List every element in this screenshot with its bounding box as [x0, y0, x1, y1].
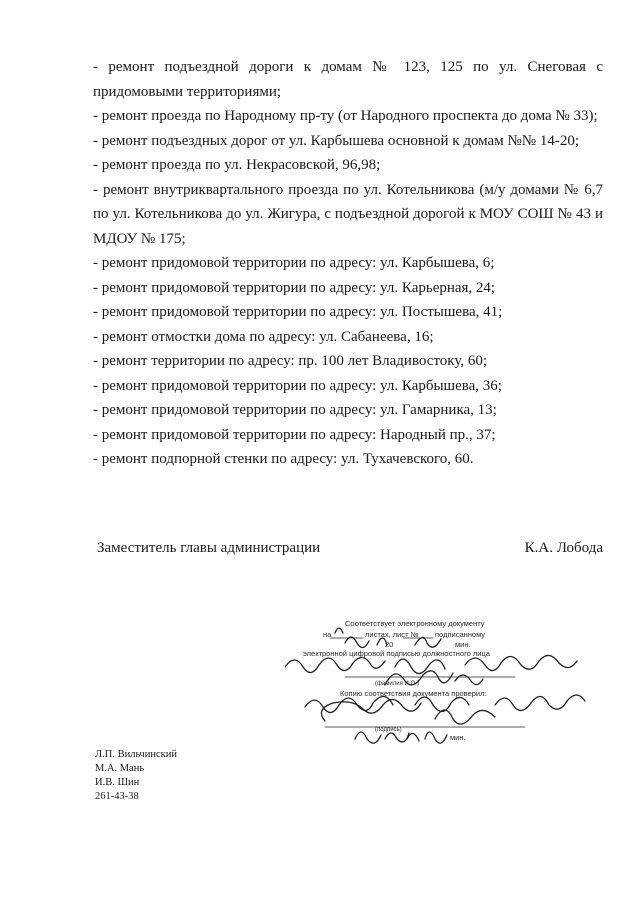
list-item: - ремонт внутриквартального проезда по ул. Котельникова (м/у домами № 6,7 по ул. Котельникова до ул. Жигура, с подъездной дорогой к МОУ СОШ № 43 и МДОУ № 175; [93, 181, 603, 247]
list-item: - ремонт придомовой территории по адресу: ул. Карбышева, 36; [93, 377, 502, 394]
list-item: - ремонт территории по адресу: пр. 100 лет Владивостоку, 60; [93, 353, 488, 369]
list-item: - ремонт придомовой территории по адресу: ул. Гамарника, 13; [93, 402, 497, 418]
stamp-line-2-suffix: подписанному [435, 630, 486, 639]
list-item: - ремонт отмостки дома по адресу: ул. Сабанеева, 16; [93, 328, 434, 345]
list-item: - ремонт подпорной стенки по адресу: ул. Тухачевского, 60. [93, 451, 474, 467]
document-body [93, 55, 603, 472]
signatory-position: Заместитель главы администрации [97, 540, 321, 556]
executors-block [95, 748, 177, 804]
stamp-line-4: электронной цифровой подписью должностного лица [303, 649, 490, 658]
list-item: - ремонт придомовой территории по адресу: Народный пр., 37; [93, 426, 496, 443]
executor-name: М.А. Мань [95, 763, 145, 774]
list-item: - ремонт подъездных дорог от ул. Карбышева основной к домам №№ 14-20; [93, 132, 579, 149]
executor-name: Л.П. Вильчинский [95, 749, 177, 760]
list-item: - ремонт проезда по ул. Некрасовской, 96,98; [93, 157, 381, 173]
executor-name: И.В. Шин [95, 777, 140, 788]
list-item: - ремонт придомовой территории по адресу: ул. Карбышева, 6; [93, 255, 495, 271]
certification-stamp [285, 615, 615, 750]
signature-block [97, 540, 603, 557]
stamp-fio-caption: (фамилия И.О.) [375, 681, 419, 687]
signatory-name: К.А. Лобода [524, 540, 603, 556]
stamp-min-label: мин. [450, 733, 466, 742]
list-item: - ремонт придомовой территории по адресу: ул. Карьерная, 24; [93, 279, 496, 296]
executor-phone: 261-43-38 [95, 791, 139, 802]
list-item: - ремонт придомовой территории по адресу: ул. Постышева, 41; [93, 304, 503, 320]
list-item: - ремонт проезда по Народному пр-ту (от Народного проспекта до дома № 33); [93, 108, 598, 124]
stamp-line-2-mid: листах, лист № [365, 630, 419, 639]
stamp-signature-caption: (подпись) [375, 727, 402, 733]
stamp-line-2-prefix: на [323, 630, 332, 639]
stamp-line-3-suffix: мин. [455, 640, 471, 649]
list-item: - ремонт подъездной дороги к домам № 123, 125 по ул. Снеговая с придомовыми территориями; [93, 59, 603, 100]
stamp-year: 20 [385, 640, 394, 649]
stamp-line-5: Копию соответствия документа проверил: [340, 689, 487, 698]
stamp-line-1: Соответствует электронному документу [345, 619, 485, 628]
handwriting-signature-icon [285, 615, 615, 750]
